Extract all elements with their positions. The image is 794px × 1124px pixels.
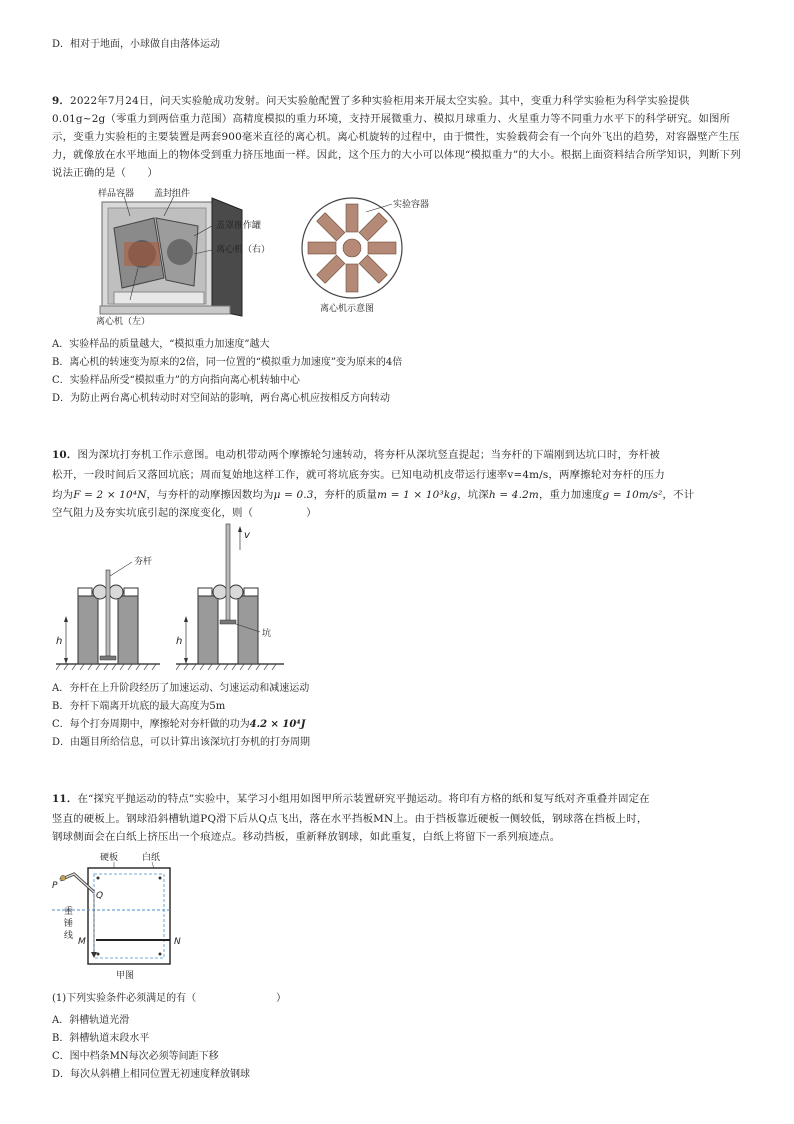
prev-option-d: D．相对于地面，小球做自由落体运动 xyxy=(52,39,221,50)
q11-text-1: 在“探究平抛运动的特点”实验中，某学习小组用如图甲所示装置研究平抛运动。将印有方格的纸和复写纸对齐重叠并固定在 xyxy=(77,793,650,805)
label-centrifuge-diagram: 离心机示意图 xyxy=(320,304,375,314)
q10-option-b[interactable]: B．夯杆下端离开坑底的最大高度为5m xyxy=(52,701,226,712)
label-paper: 白纸 xyxy=(142,853,161,863)
tamper-left xyxy=(56,555,160,670)
q10-option-c-formula: 4.2 × 10⁴J xyxy=(249,719,306,730)
q10-tamper-diagram xyxy=(52,520,292,672)
q10-stem-line-2: 松开，一段时间后又落回坑底；周而复始地这样工作，就可将坑底夯实。已知电动机皮带运行速率v=4m/s，两摩擦轮对夯杆的压力 xyxy=(52,469,665,481)
label-caption-jia: 甲图 xyxy=(116,971,135,981)
q11-stem-line-3: 钢球侧面会在白纸上挤压出一个痕迹点。移动挡板，重新释放钢球，如此重复，白纸上将留下一系列痕迹点。 xyxy=(52,831,561,843)
tamper-right xyxy=(176,524,284,670)
label-exp-container: 实验容器 xyxy=(393,200,430,210)
q11-apparatus-diagram xyxy=(52,848,192,984)
q10-stem-line-3 xyxy=(52,486,742,504)
q10-text-3d: ，坑深 xyxy=(457,489,489,501)
label-plumb-2: 锤 xyxy=(64,919,74,929)
q11-number: 11． xyxy=(52,793,78,805)
formula-g: g = 10m/s² xyxy=(602,489,663,501)
label-h-right: h xyxy=(176,636,183,647)
formula-F: F = 2 × 10⁴N xyxy=(73,489,147,501)
q10-stem-line-4: 空气阻力及夯实坑底引起的深度变化，则（ ） xyxy=(52,507,317,519)
label-centrifuge-left: 离心机（左） xyxy=(96,317,151,326)
label-centrifuge-right: 离心机（右） xyxy=(216,245,271,255)
label-Q: Q xyxy=(96,891,104,901)
q9-device-photo xyxy=(94,188,294,326)
q10-text-1: 图为深坑打夯机工作示意图。电动机带动两个摩擦轮匀速转动，将夯杆从深坑竖直提起；当夯杆的下端刚到达坑口时，夯杆被 xyxy=(77,449,660,461)
label-v: v xyxy=(244,530,250,541)
q10-text-3f: ，不计 xyxy=(662,489,695,501)
q10-number: 10． xyxy=(52,449,78,461)
formula-mu: μ = 0.3 xyxy=(273,489,314,501)
label-plumb-1: 重 xyxy=(64,907,74,917)
formula-h: h = 4.2m xyxy=(488,489,539,501)
label-board: 硬板 xyxy=(100,853,119,863)
label-N: N xyxy=(174,937,181,947)
q10-option-c[interactable] xyxy=(52,718,305,732)
q10-text-3c: ，夯杆的质量 xyxy=(313,489,378,501)
q9-option-b[interactable]: B．离心机的转速变为原来的2倍，同一位置的“模拟重力加速度”变为原来的4倍 xyxy=(52,357,403,368)
q11-option-b[interactable]: B．斜槽轨道末段水平 xyxy=(52,1033,150,1044)
q10-option-a[interactable]: A．夯杆在上升阶段经历了加速运动、匀速运动和减速运动 xyxy=(52,683,310,694)
q9-option-c[interactable]: C．实验样品所受“模拟重力”的方向指向离心机转轴中心 xyxy=(52,375,300,386)
q11-stem-line-1 xyxy=(52,790,742,808)
q9-option-d[interactable]: D．为防止两台离心机转动时对空间站的影响，两台离心机应按相反方向转动 xyxy=(52,393,391,404)
label-M: M xyxy=(78,937,86,947)
q11-stem-line-2: 竖直的硬板上。钢球沿斜槽轨道PQ滑下后从Q点飞出，落在水平挡板MN上。由于挡板靠近硬板一侧较低，钢球落在挡板上时， xyxy=(52,813,648,825)
q10-text-3b: ，与夯杆的动摩擦因数均为 xyxy=(146,489,274,501)
q10-text-3a: 均为 xyxy=(52,489,74,501)
label-dust-cover: 盖罩推作罐 xyxy=(216,221,262,231)
label-sample-box: 样品容器 xyxy=(98,189,135,199)
q9-stem xyxy=(52,92,742,182)
label-P: P xyxy=(52,881,58,891)
formula-m: m = 1 × 10³kg xyxy=(377,489,458,501)
q9-centrifuge-diagram xyxy=(300,190,470,318)
q10-option-d[interactable]: D．由题目所给信息，可以计算出该深坑打夯机的打夯周期 xyxy=(52,737,311,748)
label-pit: 坑 xyxy=(262,629,272,639)
label-h-left: h xyxy=(56,636,63,647)
q11-option-d[interactable]: D．每次从斜槽上相同位置无初速度释放钢球 xyxy=(52,1069,251,1080)
q10-option-c-text: C．每个打夯周期中，摩擦轮对夯杆做的功为 xyxy=(52,719,250,730)
q10-text-3e: ，重力加速度 xyxy=(538,489,603,501)
label-rod: 夯杆 xyxy=(134,557,153,567)
q11-option-a[interactable]: A．斜槽轨道光滑 xyxy=(52,1015,130,1026)
q9-text: 2022年7月24日，问天实验舱成功发射。问天实验舱配置了多种实验柜用来开展太空实验。其中，变重力科学实验柜为科学实验提供0.01g~2g（零重力到两倍重力范围）高精度模拟的重力环境，支持开展微重力、模拟月球重力、火星重力等不同重力水平下的科学研究。如图所示，变重力实验柜的主要装置是两套900毫米直径的离心机。离心机旋转的过程中，由于惯性，实验载荷会有一个向外飞出的趋势，对容器壁产生压力，就像放在水平地面上的物体受到重力挤压地面一样。因此，这个压力的大小可以体现“模拟重力”的大小。根据上面资料结合所学知识，判断下列说法正确的是（ ） xyxy=(52,95,741,179)
q10-stem-line-1 xyxy=(52,446,742,464)
q11-option-c[interactable]: C．图中档条MN每次必须等间距下移 xyxy=(52,1051,219,1062)
label-top-cover: 盖封组件 xyxy=(154,189,191,199)
label-plumb-3: 线 xyxy=(64,931,74,941)
q11-sub1: (1)下列实验条件必须满足的有（ ） xyxy=(52,993,287,1004)
q9-option-a[interactable]: A．实验样品的质量越大，“模拟重力加速度”越大 xyxy=(52,339,270,350)
q9-number: 9． xyxy=(52,95,71,107)
